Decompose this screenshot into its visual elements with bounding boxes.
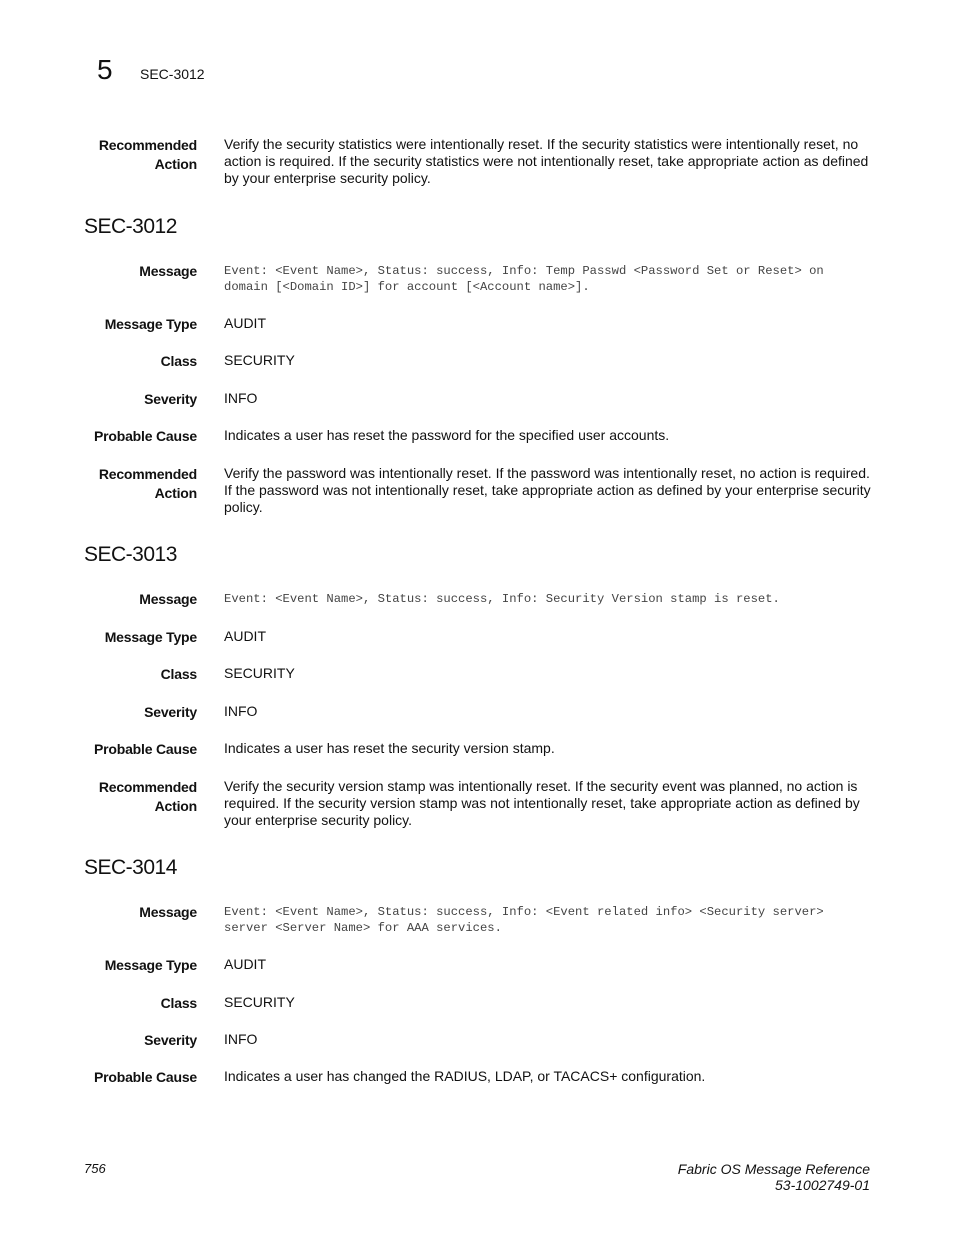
severity-label: Severity: [144, 391, 197, 407]
message-type-value: AUDIT: [224, 956, 266, 972]
class-value: SECURITY: [224, 352, 295, 368]
probable-cause-text: Indicates a user has reset the password for the specified user accounts.: [224, 427, 670, 443]
probable-cause-label: Probable Cause: [93, 741, 197, 757]
message-type-label: Message Type: [104, 316, 197, 332]
class-value: SECURITY: [224, 665, 295, 681]
chapter-title: SEC-3012: [140, 66, 205, 82]
message-text: Event: <Event Name>, Status: success, Info: Temp Passwd <Password Set or Reset> on domain [<Domain ID>] for account [<Account name>].: [224, 264, 824, 294]
severity-label: Severity: [144, 704, 197, 720]
recommended-action-text: Verify the security statistics were intentionally reset. If the security statistics were intentionally reset, no action is required. If the security statistics were not intentionally reset, take appropriate action as defined by your enterprise security policy.: [224, 136, 869, 186]
probable-cause-label: Probable Cause: [93, 428, 197, 444]
message-type-value: AUDIT: [224, 628, 266, 644]
chapter-number: 5: [97, 54, 113, 85]
section-heading-sec-3012: SEC-3012: [84, 215, 177, 238]
probable-cause-text: Indicates a user has reset the security version stamp.: [224, 740, 555, 756]
probable-cause-text: Indicates a user has changed the RADIUS, LDAP, or TACACS+ configuration.: [224, 1068, 706, 1084]
severity-value: INFO: [224, 1031, 258, 1047]
page-number: 756: [84, 1161, 106, 1176]
footer-doc-info: [678, 1161, 870, 1193]
probable-cause-label: Probable Cause: [93, 1069, 197, 1085]
message-label: Message: [139, 263, 197, 279]
class-label: Class: [160, 353, 197, 369]
recommended-action-label: Recommended Action: [98, 137, 197, 172]
doc-number: 53-1002749-01: [775, 1177, 870, 1193]
severity-value: INFO: [224, 390, 258, 406]
class-label: Class: [160, 995, 197, 1011]
message-label: Message: [139, 591, 197, 607]
class-value: SECURITY: [224, 994, 295, 1010]
recommended-action-label: Recommended Action: [98, 466, 197, 501]
recommended-action-text: Verify the password was intentionally reset. If the password was intentionally reset, no action is required. If the password was not intentionally reset, take appropriate action as defined by your enterprise security policy.: [224, 465, 871, 515]
message-label: Message: [139, 904, 197, 920]
message-type-label: Message Type: [104, 957, 197, 973]
recommended-action-label: Recommended Action: [98, 779, 197, 814]
section-heading-sec-3014: SEC-3014: [84, 856, 177, 879]
message-type-value: AUDIT: [224, 315, 266, 331]
severity-value: INFO: [224, 703, 258, 719]
severity-label: Severity: [144, 1032, 197, 1048]
section-heading-sec-3013: SEC-3013: [84, 543, 177, 566]
doc-title: Fabric OS Message Reference: [677, 1161, 870, 1177]
message-type-label: Message Type: [104, 629, 197, 645]
message-text: Event: <Event Name>, Status: success, Info: Security Version stamp is reset.: [224, 592, 780, 606]
recommended-action-text: Verify the security version stamp was intentionally reset. If the security event was planned, no action is required. If the security version stamp was not intentionally reset, take appropriate action as defined by your enterprise security policy.: [224, 778, 860, 828]
message-text: Event: <Event Name>, Status: success, Info: <Event related info> <Security server> server <Server Name> for AAA services.: [224, 905, 824, 935]
class-label: Class: [160, 666, 197, 682]
